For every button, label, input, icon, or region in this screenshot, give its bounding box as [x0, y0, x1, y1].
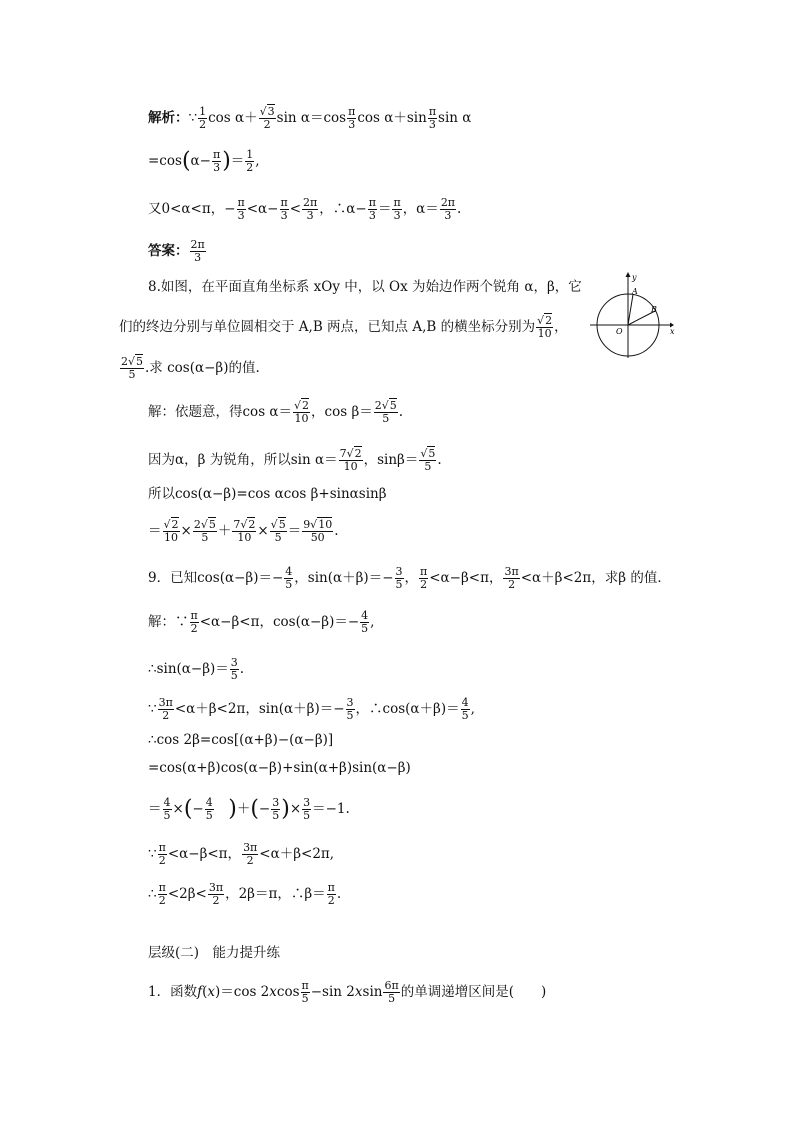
solution-7-line2: =cos(α− $\frac{\pi}{3}$ )＝ $\frac{1}{2}$ ,: [148, 148, 260, 174]
problem-8-line2: 们的终边分别与单位圆相交于 A,B 两点，已知点 A,B 的横坐标分别为 $\frac{√2}{10}$ ，: [119, 314, 568, 340]
problem-8-line3: $\frac{2√5}{5}$ .求 cos(α−β)的值.: [121, 355, 260, 381]
solution-8-line1: 解：依题意，得cos α＝ $\frac{√2}{10}$ ，cos β＝ $\frac{2√5}{5}$ .: [148, 399, 404, 425]
solution-9-line3: ∵ $\frac{3\pi}{2}$ <α＋β<2π，sin(α＋β)＝− $\frac{3}{5}$ ，∴cos(α＋β)＝ $\frac{4}{5}$ ,: [148, 696, 475, 722]
solution-8-line4: ＝ $\frac{√2}{10}$ × $\frac{2√5}{5}$ ＋ $\frac{7√2}{10}$ × $\frac{√5}{5}$ ＝ $\frac{9√10}{50}$ .: [148, 518, 339, 544]
origin-label: O: [616, 327, 623, 336]
ray-oa: [628, 295, 633, 326]
solution-9-line7: ∵ $\frac{\pi}{2}$ <α−β<π， $\frac{3\pi}{2}$ <α＋β<2π,: [148, 841, 335, 867]
section-heading: 层级(二) 能力提升练: [148, 945, 281, 961]
solution-label: 解析：: [148, 110, 189, 126]
y-axis-arrow-icon: [626, 272, 631, 277]
solution-8-line2: 因为α，β 为锐角，所以sin α＝ $\frac{7√2}{10}$ ，sinβ＝ $\frac{√5}{5}$ .: [148, 447, 442, 473]
solution-9-line6: ＝ $\frac{4}{5}$ ×(− $\frac{4}{5}$ )＋(− $\frac{3}{5}$ )× $\frac{3}{5}$ ＝−1.: [148, 796, 350, 822]
unit-circle-figure: [588, 270, 678, 360]
answer-7: 答案： $\frac{2\pi}{3}$: [148, 238, 205, 264]
problem-8-line1: 8.如图，在平面直角坐标系 xOy 中，以 Ox 为始边作两个锐角 α，β，它: [148, 279, 582, 295]
solution-7-line3: 又0<α<π，− $\frac{\pi}{3}$ <α− $\frac{\pi}{3}$ < $\frac{2\pi}{3}$ ，∴α− $\frac{\pi}{3}$ ＝ $\frac{\pi}{3}$ ，α＝ $\frac{2\pi}{3}$ .: [148, 196, 462, 222]
solution-9-line5: =cos(α+β)cos(α−β)+sin(α+β)sin(α−β): [148, 760, 411, 776]
solution-7-line1: 解析：∵ $\frac{1}{2}$ cos α＋ $\frac{√3}{2}$ sin α＝cos $\frac{\pi}{3}$ cos α＋sin $\frac{\pi}{3}$ sin α: [148, 105, 472, 131]
y-label: y: [632, 273, 637, 282]
problem-9-statement: 9．已知cos(α−β)＝− $\frac{4}{5}$ ，sin(α＋β)＝− $\frac{3}{5}$ ， $\frac{\pi}{2}$ <α−β<π， $\frac{3\pi}{2}$ <α＋β<2π，求β 的值．: [148, 565, 671, 591]
solution-9-line1: 解：∵ $\frac{\pi}{2}$ <α−β<π，cos(α−β)＝− $\frac{4}{5}$ ,: [148, 609, 375, 635]
solution-9-line4: ∴cos 2β=cos[(α+β)−(α−β)]: [148, 732, 334, 748]
point-a-label: A: [632, 287, 638, 296]
solution-8-line3: 所以cos(α−β)=cos αcos β+sinαsinβ: [148, 486, 387, 502]
solution-9-line2: ∴sin(α−β)＝ $\frac{3}{5}$ .: [148, 656, 245, 682]
point-b-label: B: [651, 305, 657, 314]
question-1: 1．函数f(x)＝cos 2xcos $\frac{\pi}{5}$ −sin 2xsin $\frac{6\pi}{5}$ 的单调递增区间是( ): [148, 979, 547, 1005]
x-label: x: [670, 327, 675, 336]
solution-9-line8: ∴ $\frac{\pi}{2}$ <2β< $\frac{3\pi}{2}$ ，2β＝π，∴β＝ $\frac{\pi}{2}$ .: [148, 881, 342, 907]
